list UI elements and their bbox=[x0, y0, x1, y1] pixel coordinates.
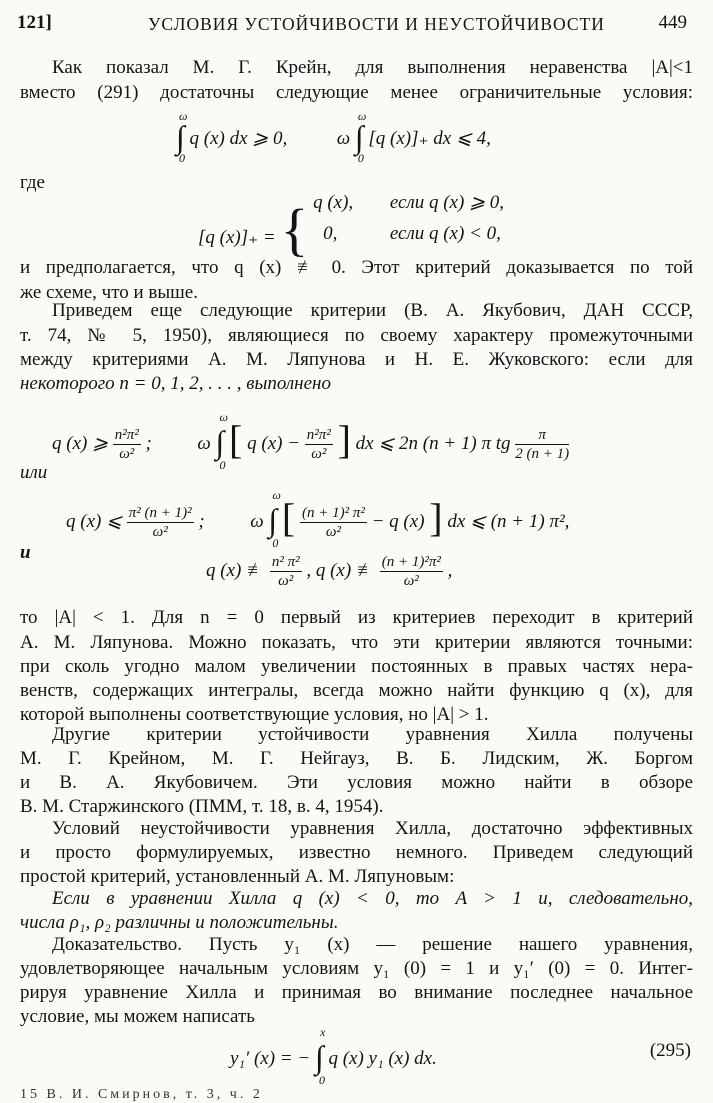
formula-rhs: q (x) y₁ (x) dx. bbox=[328, 1048, 437, 1069]
formula-left: q (x) dx ⩾ 0, bbox=[189, 128, 288, 149]
case-value: 0, bbox=[323, 223, 338, 244]
text-line: вместо (291) достаточны следующие менее ограничительные условия: bbox=[20, 82, 693, 103]
text-or: или bbox=[20, 462, 48, 483]
bracket-open: [ bbox=[229, 417, 243, 462]
text-line: венств, содержащих интегралы, всегда можно найти функцию q (x), для bbox=[20, 680, 693, 701]
text-where: где bbox=[20, 172, 45, 193]
text-line: которой выполнены соответствующие условия, но |A| > 1. bbox=[20, 704, 489, 725]
formula-rhs: dx ⩽ 2n (n + 1) π tg bbox=[355, 433, 511, 454]
text-line: при сколь угодно малом увеличении постоянных в правых частях нера- bbox=[20, 656, 693, 677]
fraction-numerator: n²π² bbox=[114, 427, 139, 444]
text-line: Приведем еще следующие критерии (В. А. Якубович, ДАН СССР, bbox=[52, 300, 693, 321]
text-line: условие, мы можем написать bbox=[20, 1006, 255, 1027]
bracket-close: ] bbox=[337, 417, 351, 462]
page-number: 449 bbox=[658, 12, 687, 33]
text-line: т. 74, № 5, 1950), являющиеся по своему характеру промежуточными bbox=[20, 325, 693, 346]
integral-sign: ∫ bbox=[314, 1039, 324, 1075]
fraction-denominator: ω² bbox=[311, 446, 327, 463]
section-number: 121] bbox=[17, 12, 52, 33]
fraction-denominator: 2 (n + 1) bbox=[515, 446, 570, 463]
integral-lower-limit: 0 bbox=[179, 151, 185, 165]
integral-sign: ∫ bbox=[354, 119, 364, 155]
formula-part: q (x) ≢ bbox=[206, 559, 266, 581]
separator: ; bbox=[145, 433, 152, 454]
integral-upper-limit: ω bbox=[357, 109, 367, 123]
formula-eq4: q (x) ⩽ $\frac{\text{π² (n + 1)²}}{\text{ω²}}$ ; ω ω ∫ 0 [ $\frac{\text{(n + 1)² π²}}{\text{ω²}}$ − q (x) ] dx ⩽ (n + 1) π², bbox=[66, 488, 570, 550]
omega-symbol: ω bbox=[336, 128, 351, 149]
formula-lhs: [q (x)]₊ = bbox=[198, 227, 276, 248]
formula-rhs: dx ⩽ (n + 1) π², bbox=[447, 511, 570, 532]
fraction-numerator: n² π² bbox=[271, 554, 300, 570]
brace-symbol: { bbox=[280, 197, 309, 262]
running-title: УСЛОВИЯ УСТОЙЧИВОСТИ И НЕУСТОЙЧИВОСТИ bbox=[148, 14, 605, 34]
text-line: Условий неустойчивости уравнения Хилла, достаточно эффективных bbox=[52, 818, 693, 839]
fraction-numerator: π bbox=[515, 426, 569, 445]
formula-eq5 bbox=[206, 553, 452, 590]
case-value: q (x), bbox=[313, 192, 354, 213]
case-condition: если q (x) ⩾ 0, bbox=[389, 192, 504, 213]
formula-end: , bbox=[447, 559, 453, 581]
bracket-close: ] bbox=[429, 495, 443, 540]
formula-lhs: q (x) ⩾ bbox=[52, 433, 109, 454]
text-line: простой критерий, установленный А. М. Ляпуновым: bbox=[20, 866, 455, 887]
fraction-numerator: (n + 1)²π² bbox=[381, 554, 441, 570]
fraction-denominator: ω² bbox=[403, 573, 419, 589]
formula-part: , q (x) ≢ bbox=[306, 559, 375, 581]
text-line: и просто формулируемых, известно немного. Приведем следующий bbox=[20, 842, 693, 863]
text-line: между критериями А. М. Ляпунова и Н. Е. Жуковского: если для bbox=[20, 349, 693, 370]
fraction-denominator: ω² bbox=[152, 524, 168, 541]
separator: ; bbox=[198, 511, 205, 532]
equation-number: (295) bbox=[649, 1040, 691, 1061]
text-line: числа ρ₁, ρ₂ различны и положительны. bbox=[20, 912, 339, 933]
fraction-numerator: n²π² bbox=[306, 427, 331, 444]
formula-right: [q (x)]₊ dx ⩽ 4, bbox=[368, 128, 491, 149]
text-line: Другие критерии устойчивости уравнения Хилла получены bbox=[52, 724, 693, 745]
fraction-numerator: π² (n + 1)² bbox=[128, 505, 192, 522]
text-line: удовлетворяющее начальным условиям y₁ (0) = 1 и y₁′ (0) = 0. Интег- bbox=[20, 958, 693, 979]
integral-sign: ∫ bbox=[268, 502, 278, 538]
text-line: М. Г. Крейном, М. Г. Нейгауз, В. Б. Лидским, Ж. Боргом bbox=[20, 748, 693, 769]
text-line: Если в уравнении Хилла q (x) < 0, то A > 1 и, следовательно, bbox=[52, 888, 693, 909]
formula-lhs: q (x) ⩽ bbox=[66, 511, 123, 532]
text-line: рируя уравнение Хилла и принимая во внимание последнее начальное bbox=[20, 982, 693, 1003]
fraction-numerator: (n + 1)² π² bbox=[301, 505, 365, 522]
bracket-inner: − q (x) bbox=[371, 511, 425, 532]
text-line: В. М. Старжинского (ПММ, т. 18, в. 4, 1954). bbox=[20, 796, 384, 817]
integral-upper-limit: ω bbox=[272, 488, 281, 502]
text-line: Как показал М. Г. Крейн, для выполнения неравенства |A|<1 bbox=[52, 57, 693, 78]
formula-eq3: q (x) ⩾ $\frac{\text{n²π²}}{\text{ω²}}$ ; ω ω ∫ 0 [ q (x) − $\frac{\text{n²π²}}{\text{ω²}}$ ] dx ⩽ 2n (n + 1) π tg $\frac{\pi}{2 (n + 1)}$ bbox=[52, 410, 570, 472]
formula-eq6 bbox=[230, 1025, 437, 1087]
integral-upper-limit: ω bbox=[219, 410, 229, 424]
omega-symbol: ω bbox=[197, 433, 211, 454]
integral-upper-limit: x bbox=[319, 1025, 326, 1039]
text-line: и предполагается, что q (x) ≢ 0. Этот критерий доказывается по той bbox=[20, 257, 693, 278]
fraction-denominator: ω² bbox=[119, 446, 135, 463]
integral-sign: ∫ bbox=[176, 119, 185, 155]
bracket-inner: q (x) − bbox=[247, 433, 301, 454]
integral-lower-limit: 0 bbox=[357, 151, 364, 165]
text-line: же схеме, что и выше. bbox=[20, 282, 198, 303]
integral-lower-limit: 0 bbox=[318, 1073, 325, 1087]
text-line: А. М. Ляпунова. Можно показать, что эти критерии являются точными: bbox=[20, 632, 693, 653]
formula-lhs: y₁′ (x) = − bbox=[230, 1048, 311, 1069]
text-line: некоторого n = 0, 1, 2, . . . , выполнено bbox=[20, 373, 331, 394]
fraction-denominator: ω² bbox=[325, 524, 341, 541]
bracket-open: [ bbox=[281, 495, 296, 540]
omega-symbol: ω bbox=[250, 511, 264, 532]
integral-sign: ∫ bbox=[215, 424, 225, 460]
formula-eq1 bbox=[176, 109, 491, 165]
case-condition: если q (x) < 0, bbox=[389, 223, 501, 244]
integral-upper-limit: ω bbox=[179, 109, 188, 123]
text-and: и bbox=[20, 542, 31, 563]
fraction-denominator: ω² bbox=[278, 573, 294, 589]
text-line: то |A| < 1. Для n = 0 первый из критериев переходит в критерий bbox=[20, 607, 693, 628]
text-line: Доказательство. Пусть y₁ (x) — решение нашего уравнения, bbox=[52, 934, 693, 955]
footer-signature: 15 В. И. Смирнов, т. 3, ч. 2 bbox=[20, 1087, 263, 1102]
formula-eq2 bbox=[198, 192, 504, 262]
text-line: и В. А. Якубовичем. Эти условия можно найти в обзоре bbox=[20, 772, 693, 793]
